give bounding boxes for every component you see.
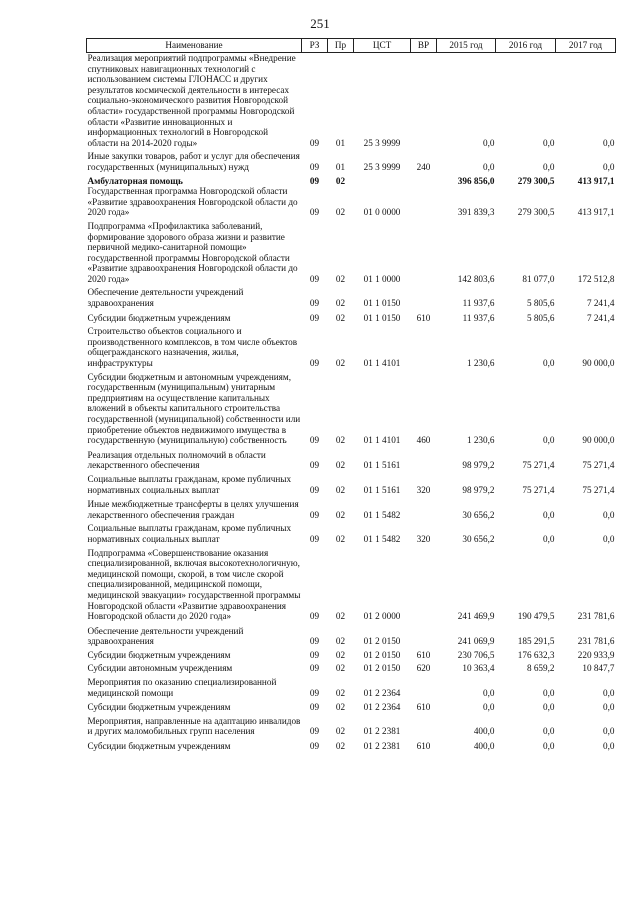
row-2015-cell: 98 979,2: [462, 484, 495, 495]
row-pr-cell: 01: [335, 137, 346, 148]
row-2016-cell: 176 632,3: [517, 649, 555, 660]
row-2016-cell: 5 805,6: [526, 312, 555, 323]
row-2017-cell: 220 933,9: [577, 649, 615, 660]
row-2017-cell: 0,0: [603, 161, 615, 172]
row-cst-cell: 25 3 9999: [363, 161, 401, 172]
row-vr-cell: [411, 173, 437, 187]
header-2017: 2017 год: [556, 39, 616, 53]
row-2016-cell: 0,0: [543, 741, 555, 752]
row-2015-cell: 10 363,4: [462, 663, 495, 674]
row-pr-cell: 02: [335, 687, 346, 698]
row-name-cell: Иные закупки товаров, работ и услуг для обеспечения государственных (муниципальных) нужд: [87, 151, 300, 172]
row-rz-cell: 09: [309, 207, 320, 218]
row-vr-cell: [411, 545, 437, 622]
row-2017-cell: 413 917,1: [577, 175, 615, 186]
header-vr: ВР: [411, 39, 437, 53]
row-2015-cell: 400,0: [473, 741, 495, 752]
row-pr-cell: 02: [335, 298, 346, 309]
row-2016-cell: 279 300,5: [517, 175, 555, 186]
row-cst-cell: 01 1 0000: [363, 273, 401, 284]
row-vr-cell: 240: [416, 161, 431, 172]
row-2015-cell: 396 856,0: [457, 175, 495, 186]
row-rz-cell: 09: [309, 611, 320, 622]
row-rz-cell: 09: [309, 649, 320, 660]
row-2017-cell: 0,0: [603, 702, 615, 713]
row-2016-cell: 75 271,4: [522, 460, 555, 471]
row-cst-cell: 01 2 0150: [363, 649, 401, 660]
row-name-cell: Субсидии бюджетным и автономным учреждениям, государственным (муниципальным) унитарным предприятиям на осуществление капитальных вложений в объекты капитального строительства государственной (муниципальной) собственности или приобретение объектов недвижимого имущества в государственную (муниципальную) собственность: [87, 371, 301, 446]
row-rz-cell: 09: [309, 702, 320, 713]
row-2016-cell: 0,0: [543, 726, 555, 737]
row-name-cell: Мероприятия по оказанию специализированной медицинской помощи: [87, 677, 277, 698]
table-row: [87, 622, 616, 647]
row-cst-cell: 01 1 4101: [363, 358, 401, 369]
row-2017-cell: 231 781,6: [577, 636, 615, 647]
table-row: [87, 186, 616, 218]
row-name-cell: Мероприятия, направленные на адаптацию инвалидов и других маломобильных групп населения: [87, 715, 301, 737]
row-pr-cell: 02: [335, 358, 346, 369]
row-name-cell: Подпрограмма «Профилактика заболеваний, формирование здорового образа жизни и развитие первичной медико-санитарной помощи» государственной программы Новгородской области «Развитие здравоохранения Новгородской области до 2020 года»: [87, 220, 298, 284]
row-cst-cell: 01 2 2364: [363, 687, 401, 698]
row-pr-cell: 02: [335, 741, 346, 752]
row-2016-cell: 0,0: [543, 435, 555, 446]
row-cst-cell: 01 2 2364: [363, 702, 401, 713]
row-2015-cell: 30 656,2: [462, 533, 495, 544]
row-2015-cell: 230 706,5: [457, 649, 495, 660]
row-2017-cell: 75 271,4: [582, 460, 615, 471]
row-2017-cell: 90 000,0: [582, 358, 615, 369]
row-2016-cell: 0,0: [543, 702, 555, 713]
row-cst-cell: 01 1 0150: [363, 298, 401, 309]
row-rz-cell: 09: [309, 298, 320, 309]
row-rz-cell: 09: [309, 509, 320, 520]
row-2016-cell: 0,0: [543, 161, 555, 172]
row-cst-cell: 01 1 5161: [363, 460, 401, 471]
row-pr-cell: 02: [335, 726, 346, 737]
table-row: [87, 173, 616, 187]
row-pr-cell: 01: [335, 161, 346, 172]
row-name-cell: Субсидии автономным учреждениям: [87, 663, 233, 674]
header-pr: Пр: [328, 39, 354, 53]
row-cst-cell: 01 0 0000: [363, 207, 401, 218]
row-2017-cell: 0,0: [603, 533, 615, 544]
row-vr-cell: [411, 53, 437, 149]
row-name-cell: Субсидии бюджетным учреждениям: [87, 702, 231, 713]
table-row: [87, 323, 616, 368]
row-2015-cell: 0,0: [483, 137, 495, 148]
row-2015-cell: 30 656,2: [462, 509, 495, 520]
row-name-cell: Реализация отдельных полномочий в области лекарственного обеспечения: [87, 449, 266, 471]
row-2016-cell: 0,0: [543, 358, 555, 369]
table-row: [87, 713, 616, 737]
row-rz-cell: 09: [309, 741, 320, 752]
row-2017-cell: 231 781,6: [577, 611, 615, 622]
table-row: [87, 53, 616, 149]
row-2015-cell: 241 069,9: [457, 636, 495, 647]
row-vr-cell: 610: [416, 702, 431, 713]
row-2017-cell: 0,0: [603, 726, 615, 737]
row-rz-cell: 09: [309, 636, 320, 647]
row-rz-cell: 09: [309, 273, 320, 284]
row-2017-cell: 0,0: [603, 137, 615, 148]
row-2016-cell: 0,0: [543, 687, 555, 698]
row-pr-cell: 02: [335, 312, 346, 323]
row-cst-cell: 01 2 0150: [363, 663, 401, 674]
table-row: [87, 520, 616, 544]
row-2015-cell: 11 937,6: [462, 298, 495, 309]
row-vr-cell: [411, 323, 437, 368]
row-cst-cell: 01 1 4101: [363, 435, 401, 446]
row-2017-cell: 0,0: [603, 687, 615, 698]
row-cst-cell: 25 3 9999: [363, 137, 401, 148]
row-name-cell: Подпрограмма «Совершенствование оказания специализированной, включая высокотехнологичную, медицинской помощи, скорой, в том числе скорой специализированной, медицинской помощи, медицинской эвакуации» государственной программы Новгородской области «Развитие здравоохранения Новгородской области до 2020 года»: [87, 547, 301, 622]
table-row: [87, 698, 616, 713]
row-rz-cell: 09: [309, 358, 320, 369]
table-row: [87, 218, 616, 285]
row-pr-cell: 02: [335, 649, 346, 660]
table-row: [87, 545, 616, 622]
row-vr-cell: 610: [416, 312, 431, 323]
row-vr-cell: [411, 446, 437, 471]
row-pr-cell: 02: [335, 636, 346, 647]
row-cst-cell: 01 1 0150: [363, 312, 401, 323]
row-cst-cell: 01 2 2381: [363, 741, 401, 752]
row-2016-cell: 0,0: [543, 137, 555, 148]
row-2016-cell: 0,0: [543, 509, 555, 520]
row-pr-cell: 02: [335, 175, 346, 186]
table-row: [87, 674, 616, 698]
row-pr-cell: 02: [335, 611, 346, 622]
row-rz-cell: 09: [309, 312, 320, 323]
row-cst-cell: 01 2 0000: [363, 611, 401, 622]
row-2015-cell: 0,0: [483, 687, 495, 698]
row-vr-cell: 320: [416, 533, 431, 544]
row-cst-cell: 01 1 5482: [363, 509, 401, 520]
row-pr-cell: 02: [335, 509, 346, 520]
row-2016-cell: 81 077,0: [522, 273, 555, 284]
row-2015-cell: 241 469,9: [457, 611, 495, 622]
row-cst-cell: 01 1 5482: [363, 533, 401, 544]
row-vr-cell: 620: [416, 663, 431, 674]
header-rz: РЗ: [302, 39, 328, 53]
row-2016-cell: 190 479,5: [517, 611, 555, 622]
row-vr-cell: [411, 674, 437, 698]
row-name-cell: Амбулаторная помощь: [87, 175, 183, 186]
row-2016-cell: 75 271,4: [522, 484, 555, 495]
row-2017-cell: 75 271,4: [582, 484, 615, 495]
row-name-cell: Обеспечение деятельности учреждений здравоохранения: [87, 287, 244, 309]
row-name-cell: Социальные выплаты гражданам, кроме публичных нормативных социальных выплат: [87, 523, 292, 544]
table-row: [87, 284, 616, 308]
header-2015: 2015 год: [437, 39, 496, 53]
table-header-row: [87, 39, 616, 53]
row-2017-cell: 172 512,8: [577, 273, 615, 284]
row-rz-cell: 09: [309, 533, 320, 544]
row-rz-cell: 09: [309, 726, 320, 737]
row-vr-cell: 610: [416, 649, 431, 660]
row-vr-cell: 610: [416, 741, 431, 752]
row-2017-cell: 413 917,1: [577, 207, 615, 218]
table-row: [87, 647, 616, 661]
row-rz-cell: 09: [309, 137, 320, 148]
row-vr-cell: [411, 622, 437, 647]
header-name: Наименование: [87, 39, 302, 53]
row-pr-cell: 02: [335, 273, 346, 284]
row-name-cell: Реализация мероприятий подпрограммы «Внедрение спутниковых навигационных технологий с использованием системы ГЛОНАСС и других результатов космической деятельности в интересах социально-экономического развития Новгородской области» государственной программы Новгородской области «Развитие инновационных и информационных технологий в Новгородской области на 2014-2020 годы»: [87, 53, 296, 148]
row-pr-cell: 02: [335, 533, 346, 544]
row-vr-cell: [411, 495, 437, 520]
row-2016-cell: 5 805,6: [526, 298, 555, 309]
row-2016-cell: 185 291,5: [517, 636, 555, 647]
row-rz-cell: 09: [309, 460, 320, 471]
row-pr-cell: 02: [335, 435, 346, 446]
row-2017-cell: 7 241,4: [586, 298, 615, 309]
row-2015-cell: 142 803,6: [457, 273, 495, 284]
row-name-cell: Государственная программа Новгородской области «Развитие здравоохранения Новгородской области до 2020 года»: [87, 186, 298, 218]
row-2016-cell: 8 659,2: [526, 663, 555, 674]
row-2015-cell: 11 937,6: [462, 312, 495, 323]
row-pr-cell: 02: [335, 663, 346, 674]
row-name-cell: Строительство объектов социального и производственного комплексов, в том числе объектов общегражданского назначения, жилья, инфраструктуры: [87, 326, 298, 369]
row-rz-cell: 09: [309, 175, 320, 186]
row-vr-cell: [411, 186, 437, 218]
row-2017-cell: 10 847,7: [582, 663, 615, 674]
row-vr-cell: 320: [416, 484, 431, 495]
row-cst-cell: 01 1 5161: [363, 484, 401, 495]
table-row: [87, 660, 616, 674]
row-2016-cell: 0,0: [543, 533, 555, 544]
row-name-cell: Обеспечение деятельности учреждений здравоохранения: [87, 625, 244, 647]
row-2016-cell: 279 300,5: [517, 207, 555, 218]
row-rz-cell: 09: [309, 161, 320, 172]
table-body: [87, 53, 616, 752]
row-rz-cell: 09: [309, 484, 320, 495]
header-cst: ЦСТ: [354, 39, 411, 53]
row-rz-cell: 09: [309, 663, 320, 674]
table-row: [87, 369, 616, 446]
row-2015-cell: 1 230,6: [466, 435, 495, 446]
table-row: [87, 148, 616, 172]
row-vr-cell: [411, 713, 437, 737]
row-name-cell: Субсидии бюджетным учреждениям: [87, 649, 231, 660]
row-2015-cell: 0,0: [483, 702, 495, 713]
row-vr-cell: [411, 218, 437, 285]
row-vr-cell: 460: [416, 435, 431, 446]
table-row: [87, 471, 616, 495]
row-2015-cell: 0,0: [483, 161, 495, 172]
row-2017-cell: 90 000,0: [582, 435, 615, 446]
row-vr-cell: [411, 284, 437, 308]
row-2015-cell: 1 230,6: [466, 358, 495, 369]
row-pr-cell: 02: [335, 207, 346, 218]
table-row: [87, 737, 616, 752]
row-cst-cell: 01 2 2381: [363, 726, 401, 737]
row-name-cell: Социальные выплаты гражданам, кроме публичных нормативных социальных выплат: [87, 473, 292, 495]
row-2015-cell: 98 979,2: [462, 460, 495, 471]
table-row: [87, 309, 616, 324]
row-2015-cell: 391 839,3: [457, 207, 495, 218]
header-2016: 2016 год: [496, 39, 556, 53]
row-name-cell: Субсидии бюджетным учреждениям: [87, 741, 231, 752]
row-cst-cell: [354, 173, 411, 187]
row-2017-cell: 0,0: [603, 509, 615, 520]
budget-table: [86, 38, 616, 752]
row-rz-cell: 09: [309, 435, 320, 446]
row-cst-cell: 01 2 0150: [363, 636, 401, 647]
row-pr-cell: 02: [335, 460, 346, 471]
page-number: 251: [310, 16, 330, 31]
row-2017-cell: 7 241,4: [586, 312, 615, 323]
row-pr-cell: 02: [335, 702, 346, 713]
table-row: [87, 495, 616, 520]
row-pr-cell: 02: [335, 484, 346, 495]
row-2017-cell: 0,0: [603, 741, 615, 752]
row-name-cell: Иные межбюджетные трансферты в целях улучшения лекарственного обеспечения граждан: [87, 499, 299, 520]
row-name-cell: Субсидии бюджетным учреждениям: [87, 312, 231, 323]
table-row: [87, 446, 616, 471]
row-rz-cell: 09: [309, 687, 320, 698]
row-2015-cell: 400,0: [473, 726, 495, 737]
